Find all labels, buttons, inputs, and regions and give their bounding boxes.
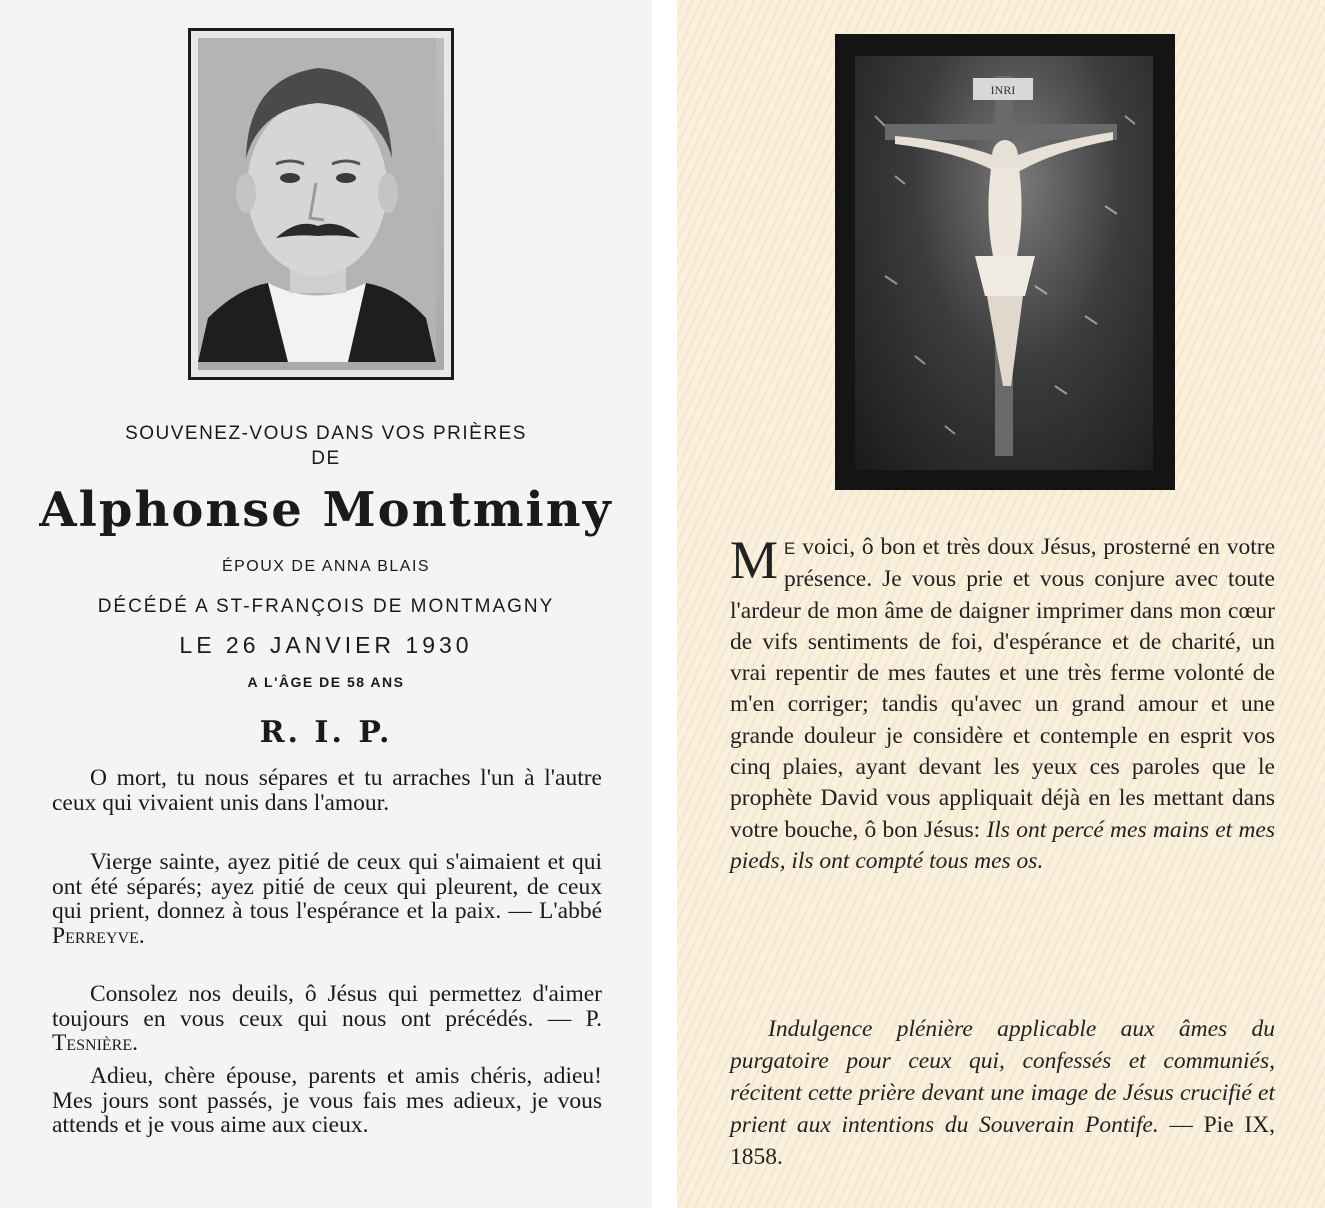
spouse-line: ÉPOUX DE ANNA BLAIS	[221, 558, 431, 575]
crucifix-figure	[855, 56, 1153, 470]
indulgence-attrib: — Pie IX, 1858.	[730, 1112, 1275, 1170]
man-portrait-image	[198, 38, 436, 362]
paragraph-mort-text: O mort, tu nous sépares et tu arraches l'un à l'autre ceux qui vivaient unis dans l'amour.	[52, 765, 602, 816]
portrait-photo	[188, 28, 454, 380]
attrib-perreyve: Perreyve.	[52, 922, 145, 949]
prayer-paragraph	[730, 532, 1275, 877]
memorial-card-back	[677, 0, 1325, 1208]
paragraph-mort	[52, 766, 602, 815]
remember-de: DE	[311, 448, 341, 469]
indulgence-text: Indulgence plénière applicable aux âmes du purgatoire pour ceux qui, confessés et communiés, récitent cette prière devant une image de Jésus crucifié et prient aux intentions du Souverain Pontife.	[730, 1016, 1275, 1138]
deceased-name: Alphonse Montminy	[39, 482, 613, 538]
prayer-quote: Ils ont percé mes mains et mes pieds, ils ont compté tous mes os.	[730, 816, 1276, 874]
paragraph-consolez	[52, 982, 602, 1056]
paragraph-vierge	[52, 850, 602, 948]
crucifix-image	[835, 34, 1175, 490]
attrib-prefix: L'abbé	[539, 898, 602, 924]
death-place: DÉCÉDÉ A ST-FRANÇOIS DE MONTMAGNY	[97, 596, 555, 617]
memorial-card-front	[0, 0, 652, 1208]
death-date: LE 26 JANVIER 1930	[179, 632, 473, 658]
inri-sign: INRI	[990, 83, 1016, 97]
paragraph-adieu	[52, 1064, 602, 1138]
prayer-dropcap: M	[730, 530, 779, 590]
indulgence-paragraph	[730, 1013, 1275, 1173]
rip-text: R. I. P.	[259, 715, 393, 750]
age-line: A L'ÂGE DE 58 ANS	[247, 674, 405, 690]
paragraph-vierge-text: Vierge sainte, ayez pitié de ceux qui s'aimaient et qui ont été séparés; ayez pitié de ceux qui pleurent, de ceux qui prient, donnez à tous l'espérance et la paix. —	[52, 849, 602, 924]
paragraph-adieu-text: Adieu, chère épouse, parents et amis chéris, adieu! Mes jours sont passés, je vous fais mes adieux, je vous attends et je vous aime aux cieux.	[52, 1063, 602, 1138]
prayer-first-letter: E	[784, 539, 796, 558]
attrib-tesniere: Tesnière.	[52, 1030, 139, 1056]
prayer-text: voici, ô bon et très doux Jésus, prosterné en votre présence. Je vous prie et vous conjure avec toute l'ardeur de mon âme de daigner imprimer dans mon cœur de vifs sentiments de foi, d'espérance et de charité, un vrai repentir de mes fautes et une très ferme volonté de m'en corriger; tandis qu'avec un grand amour et une grande douleur je considère et contemple en esprit vos cinq plaies, ayant devant les yeux ces paroles que le prophète David vous appliquait déjà en les mettant dans votre bouche, ô bon Jésus:	[730, 534, 1276, 843]
remember-line: SOUVENEZ-VOUS DANS VOS PRIÈRES	[125, 423, 527, 444]
paragraph-consolez-text: Consolez nos deuils, ô Jésus qui permettez d'aimer toujours en vous ceux qui nous ont précédés. — P.	[52, 981, 602, 1032]
